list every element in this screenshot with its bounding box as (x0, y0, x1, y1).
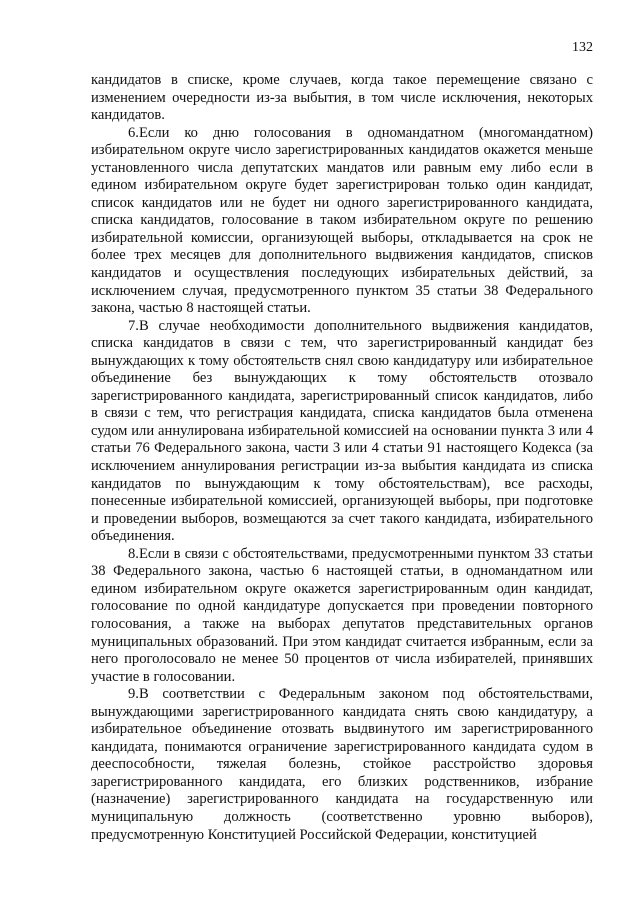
paragraph-item-8: 8.Если в связи с обстоятельствами, предусмотренными пунктом 33 статьи 38 Федерального закона, частью 6 настоящей статьи, в одномандатном или едином избирательном округе окажется зарегистрированным один кандидат, голосование по одной кандидатуре допускается при проведении повторного голосования, а также на выборах депутатов представительных органов муниципальных образований. При этом кандидат считается избранным, если за него проголосовало не менее 50 процентов от числа избирателей, принявших участие в голосовании. (91, 545, 593, 685)
document-body (91, 72, 593, 844)
paragraph-item-6: 6.Если ко дню голосования в одномандатном (многомандатном) избирательном округе число зарегистрированных кандидатов окажется меньше установленного числа депутатских мандатов или равным ему либо если в едином избирательном округе будет зарегистрирован только один кандидат, список кандидатов или не будет ни одного зарегистрированного кандидата, списка кандидатов, голосование в таком избирательном округе по решению избирательной комиссии, организующей выборы, откладывается на срок не более трех месяцев для дополнительного выдвижения кандидатов, списков кандидатов и осуществления последующих избирательных действий, за исключением случая, предусмотренного пунктом 35 статьи 38 Федерального закона, частью 8 настоящей статьи. (91, 124, 593, 317)
paragraph-item-9: 9.В соответствии с Федеральным законом под обстоятельствами, вынуждающими зарегистрированного кандидата снять свою кандидатуру, а избирательное объединение отозвать выдвинутого им зарегистрированного кандидата, понимаются ограничение зарегистрированного кандидата судом в дееспособности, тяжелая болезнь, стойкое расстройство здоровья зарегистрированного кандидата, его близких родственников, избрание (назначение) зарегистрированного кандидата на государственную или муниципальную должность (соответственно уровню выборов), предусмотренную Конституцией Российской Федерации, конституцией (91, 686, 593, 843)
page-number: 132 (572, 40, 593, 55)
paragraph-item-7: 7.В случае необходимости дополнительного выдвижения кандидатов, списка кандидатов в связи с тем, что зарегистрированный кандидат без вынуждающих к тому обстоятельств снял свою кандидатуру или избирательное объединение без вынуждающих к тому обстоятельств отозвало зарегистрированного кандидата, зарегистрированный список кандидатов, либо в связи с тем, что регистрация кандидата, списка кандидатов была отменена судом или аннулирована избирательной комиссией на основании пункта 3 или 4 статьи 76 Федерального закона, части 3 или 4 статьи 91 настоящего Кодекса (за исключением аннулирования регистрации из-за выбытия кандидата из списка кандидатов по вынуждающим к тому обстоятельствам), все расходы, понесенные избирательной комиссией, организующей выборы, при подготовке и проведении выборов, возмещаются за счет такого кандидата, избирательного объединения. (91, 317, 593, 545)
paragraph-continuation: кандидатов в списке, кроме случаев, когда такое перемещение связано с изменением очередности из-за выбытия, в том числе исключения, некоторых кандидатов. (91, 72, 593, 124)
